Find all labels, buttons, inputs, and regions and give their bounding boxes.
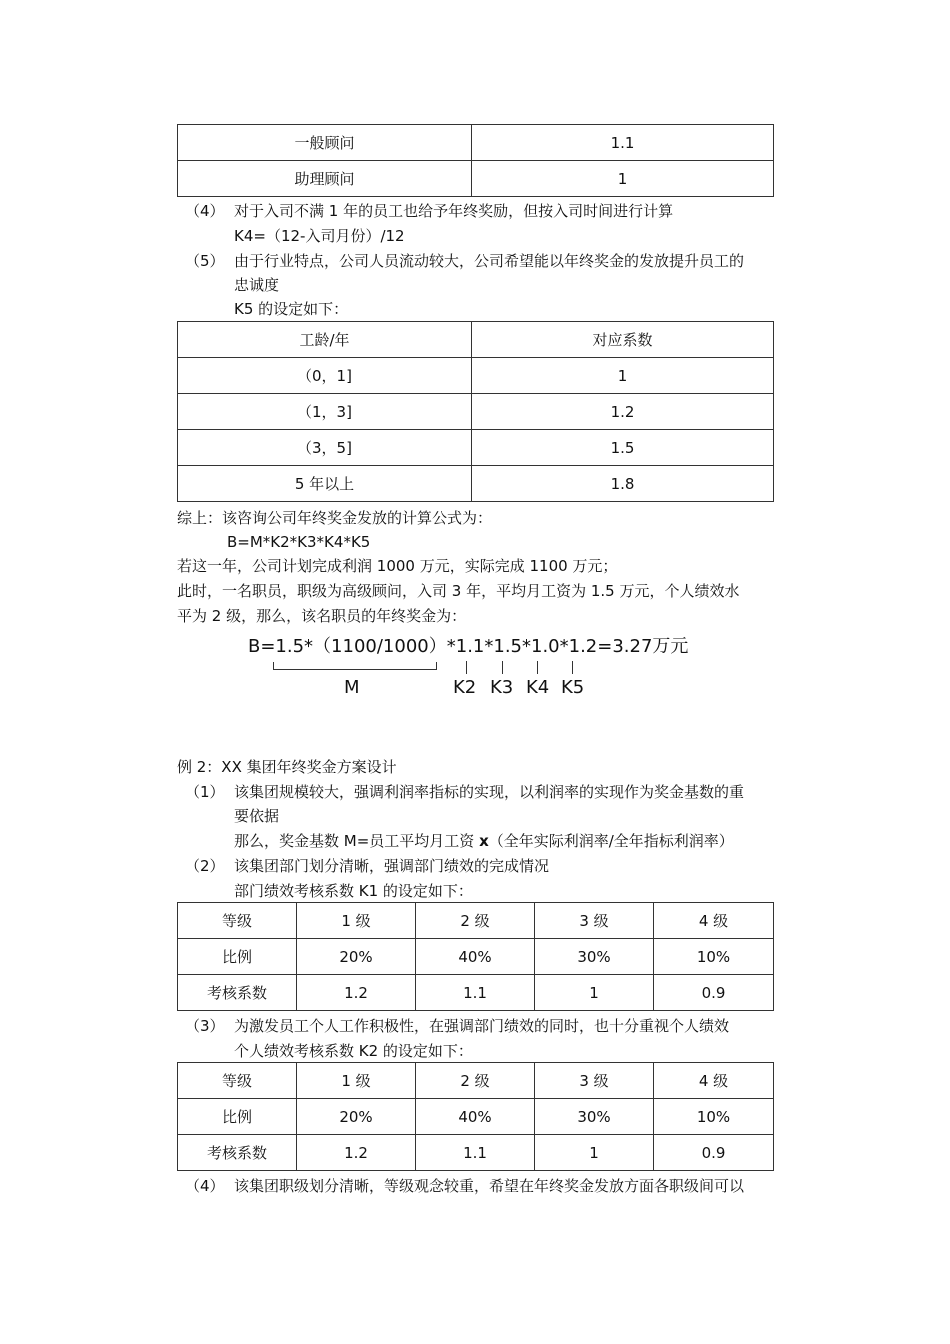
item-text: 为激发员工个人工作积极性，在强调部门绩效的同时，也十分重视个人绩效 xyxy=(234,1017,730,1035)
table-row xyxy=(178,1063,774,1099)
label-k4: K4 xyxy=(526,677,550,698)
item-text: 部门绩效考核系数 K1 的设定如下： xyxy=(234,882,473,900)
item-text: K5 的设定如下： xyxy=(234,300,349,318)
table-cell: 1.1 xyxy=(472,125,774,161)
table-cell: 5 年以上 xyxy=(178,466,472,502)
table-cell: 10% xyxy=(654,1099,774,1135)
table-cell: 0.9 xyxy=(654,1135,774,1171)
item-number: （1） xyxy=(185,783,225,801)
table-cell: 1 级 xyxy=(297,1063,416,1099)
label-k5: K5 xyxy=(561,677,585,698)
table-row xyxy=(178,161,774,197)
k4-formula: K4=（12-入司月份）/12 xyxy=(234,227,405,245)
table-row xyxy=(178,975,774,1011)
table-cell: 30% xyxy=(535,1099,654,1135)
item-text: 该集团职级划分清晰，等级观念较重，希望在年终奖金发放方面各职级间可以 xyxy=(234,1177,745,1195)
item-number: （4） xyxy=(185,202,225,220)
table-cell: 20% xyxy=(297,939,416,975)
consultant-coefficient-table xyxy=(177,124,774,197)
table-row xyxy=(178,1135,774,1171)
table-cell: 3 级 xyxy=(535,1063,654,1099)
table-row xyxy=(178,466,774,502)
table-row xyxy=(178,430,774,466)
table-cell: 10% xyxy=(654,939,774,975)
table-cell: 2 级 xyxy=(416,903,535,939)
column-header: 工龄/年 xyxy=(178,322,472,358)
table-cell: 1 xyxy=(472,161,774,197)
item-number: （2） xyxy=(185,857,225,875)
summary-text: 此时，一名职员，职级为高级顾问，入司 3 年，平均月工资为 1.5 万元，个人绩效水 xyxy=(177,582,740,600)
table-row xyxy=(178,394,774,430)
item-text: 忠诚度 xyxy=(234,276,280,294)
table-cell: 比例 xyxy=(178,939,297,975)
m-bracket xyxy=(273,662,437,670)
label-k3: K3 xyxy=(490,677,514,698)
table-cell: 一般顾问 xyxy=(178,125,472,161)
item-number: （4） xyxy=(185,1177,225,1195)
bonus-formula: B=M*K2*K3*K4*K5 xyxy=(227,533,371,551)
item-text: 该集团部门划分清晰，强调部门绩效的完成情况 xyxy=(234,857,550,875)
table-cell: 等级 xyxy=(178,903,297,939)
personal-coefficient-table xyxy=(177,1062,774,1171)
column-header: 对应系数 xyxy=(472,322,774,358)
table-cell: 1 xyxy=(472,358,774,394)
table-cell: 40% xyxy=(416,1099,535,1135)
table-cell: 1.2 xyxy=(472,394,774,430)
k3-tick xyxy=(502,661,503,674)
table-cell: 1 xyxy=(535,975,654,1011)
table-row xyxy=(178,1099,774,1135)
item-text xyxy=(234,831,734,851)
table-cell: 考核系数 xyxy=(178,1135,297,1171)
table-cell: 4 级 xyxy=(654,1063,774,1099)
section-title: 例 2：XX 集团年终奖金方案设计 xyxy=(177,758,397,776)
table-cell: 1 级 xyxy=(297,903,416,939)
k5-tick xyxy=(572,661,573,674)
table-cell: 助理顾问 xyxy=(178,161,472,197)
table-cell: 等级 xyxy=(178,1063,297,1099)
item-text: 由于行业特点，公司人员流动较大，公司希望能以年终奖金的发放提升员工的 xyxy=(234,252,745,270)
table-cell: （0，1] xyxy=(178,358,472,394)
table-cell: 1.2 xyxy=(297,1135,416,1171)
item-text: 该集团规模较大，强调利润率指标的实现，以利润率的实现作为奖金基数的重 xyxy=(234,783,745,801)
table-header-row xyxy=(178,322,774,358)
table-cell: 3 级 xyxy=(535,903,654,939)
item-text: 要依据 xyxy=(234,807,280,825)
formula-operator: x xyxy=(479,832,489,850)
table-cell: 1.1 xyxy=(416,1135,535,1171)
table-row xyxy=(178,903,774,939)
formula-part: （全年实际利润率/全年指标利润率） xyxy=(488,832,734,850)
table-cell: 2 级 xyxy=(416,1063,535,1099)
table-cell: （1，3] xyxy=(178,394,472,430)
table-row xyxy=(178,358,774,394)
department-coefficient-table xyxy=(177,902,774,1011)
seniority-coefficient-table xyxy=(177,321,774,502)
k4-tick xyxy=(537,661,538,674)
table-cell: 1.1 xyxy=(416,975,535,1011)
table-cell: 40% xyxy=(416,939,535,975)
table-cell: 0.9 xyxy=(654,975,774,1011)
item-number: （5） xyxy=(185,252,225,270)
table-cell: 比例 xyxy=(178,1099,297,1135)
table-cell: 考核系数 xyxy=(178,975,297,1011)
table-cell: 1.5 xyxy=(472,430,774,466)
summary-text: 综上：该咨询公司年终奖金发放的计算公式为： xyxy=(177,509,493,527)
table-row xyxy=(178,939,774,975)
item-number: （3） xyxy=(185,1017,225,1035)
table-cell: 1.8 xyxy=(472,466,774,502)
table-cell: 4 级 xyxy=(654,903,774,939)
table-row xyxy=(178,125,774,161)
table-cell: 1.2 xyxy=(297,975,416,1011)
summary-text: 平为 2 级，那么，该名职员的年终奖金为： xyxy=(177,607,467,625)
label-m: M xyxy=(344,677,360,698)
summary-text: 若这一年，公司计划完成利润 1000 万元，实际完成 1100 万元； xyxy=(177,557,618,575)
table-cell: （3，5] xyxy=(178,430,472,466)
item-text: 个人绩效考核系数 K2 的设定如下： xyxy=(234,1042,473,1060)
table-cell: 20% xyxy=(297,1099,416,1135)
item-text: 对于入司不满 1 年的员工也给予年终奖励，但按入司时间进行计算 xyxy=(234,202,674,220)
table-cell: 1 xyxy=(535,1135,654,1171)
table-cell: 30% xyxy=(535,939,654,975)
k2-tick xyxy=(466,661,467,674)
label-k2: K2 xyxy=(453,677,477,698)
formula-part: 那么，奖金基数 M=员工平均月工资 xyxy=(234,832,480,850)
calculation-formula: B=1.5*（1100/1000）*1.1*1.5*1.0*1.2=3.27万元 xyxy=(248,636,689,657)
